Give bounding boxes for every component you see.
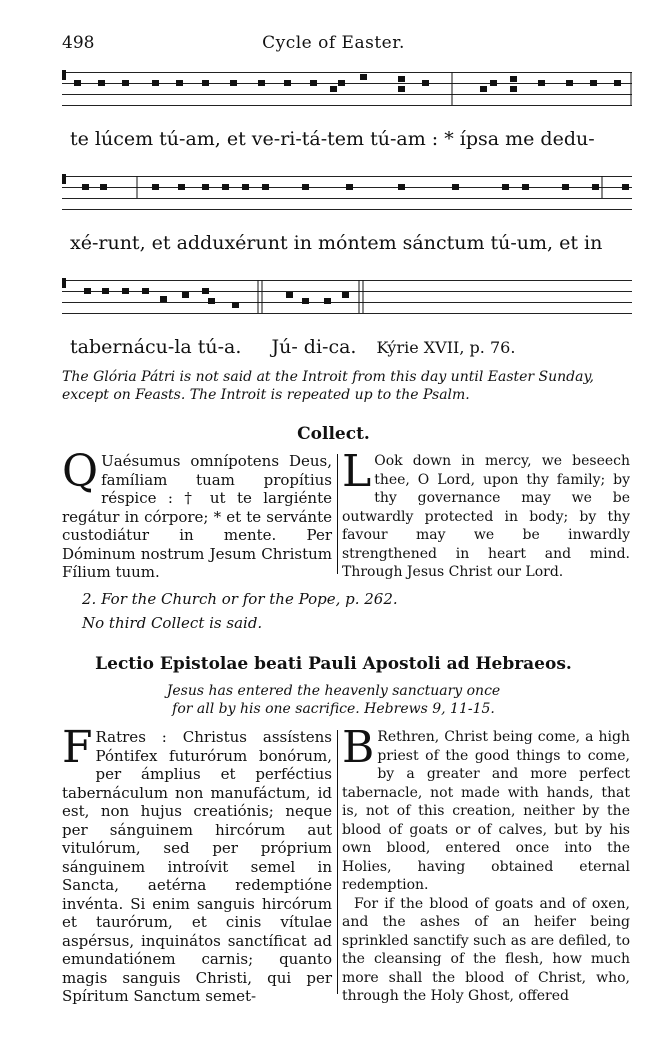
epistle-divider	[337, 730, 338, 994]
chant-staff-3	[62, 274, 632, 316]
rubric-second-collect: 2. For the Church or for the Pope, p. 262.	[82, 590, 398, 608]
collect-english	[342, 446, 630, 582]
collect-english-text: Ook down in mercy, we beseech thee, O Lord, upon thy family; by thy governance may we be outwardly protected in body; by thy favour may we be inwardly strengthened in heart and mind. Through Jesus Christ our Lord.	[342, 453, 630, 580]
rubric-third-collect: No third Collect is said.	[82, 614, 263, 632]
page-number: 498	[62, 33, 95, 53]
collect-divider	[337, 454, 338, 574]
epistle-latin-text: Ratres : Christus assístens Póntifex futurórum bonórum, per ámplius et perféctius tabernáculum non manufáctum, id est, non hujus creatiónis; neque per sánguinem hircórum aut vitulórum, sed per próprium sánguinem introívit semel in Sancta, aetérna redemptióne invénta. Si enim sanguis hircórum et taurórum, et cinis vítulae aspérsus, inquinátos sanctíficat ad emundatiónem carnis; quanto magis sanguis Christi, qui per Spíritum Sanctum semet-	[62, 728, 332, 1005]
chant-lyric-3-text: tabernácu-la tú-a.	[70, 336, 242, 358]
kyrie-reference: Kýrie XVII, p. 76.	[376, 338, 516, 357]
epistle-english-initial: B	[342, 722, 375, 773]
running-title: Cycle of Easter.	[262, 33, 405, 53]
collect-latin-initial: Q	[62, 446, 99, 497]
neumes-1	[62, 66, 632, 108]
epistle-latin	[62, 722, 332, 1006]
collect-heading: Collect.	[297, 424, 370, 444]
neumes-2	[62, 170, 632, 212]
chant-staff-2	[62, 170, 632, 212]
collect-latin-text: Uaésumus omnípotens Deus, famíliam tuam propítius réspice : † ut te largiénte regátur in córpore; * et te servánte custodiátur in mente. Per Dóminum nostrum Jesum Christum Fílium tuum.	[62, 452, 332, 581]
epistle-summary-1: Jesus has entered the heavenly sanctuary once	[166, 683, 501, 699]
chant-antiphon: Jú- di-ca.	[271, 336, 357, 358]
chant-lyric-1: te lúcem tú-am, et ve-ri-tá-tem tú-am : * ípsa me dedu-	[70, 128, 595, 150]
rubric-gloria: The Glória Pátri is not said at the Introit from this day until Easter Sunday, except on Feasts. The Introit is repeated up to the Psalm.	[62, 369, 594, 403]
epistle-english-text-2: For if the blood of goats and of oxen, and the ashes of an heifer being sprinkled sanctify such as are defiled, to the cleansing of the flesh, how much more shall the blood of Christ, who, through the Holy Ghost, offered	[342, 895, 630, 1004]
collect-latin	[62, 446, 332, 582]
chant-lyric-3	[70, 336, 515, 358]
epistle-heading: Lectio Epistolae beati Pauli Apostoli ad Hebraeos.	[95, 654, 572, 674]
chant-lyric-2: xé-runt, et adduxérunt in móntem sánctum tú-um, et in	[70, 232, 603, 254]
chant-staff-1	[62, 66, 632, 108]
epistle-summary-2: for all by his one sacrifice. Hebrews 9, 11-15.	[172, 701, 495, 717]
neumes-3	[62, 274, 632, 316]
epistle-english	[342, 722, 630, 1006]
epistle-english-text-1: Rethren, Christ being come, a high priest of the good things to come, by a greater and more perfect tabernacle, not made with hands, that is, not of this creation, neither by the blood of goats or of calves, but by his own blood, entered once into the Holies, having obtained eternal redemption.	[342, 729, 630, 893]
epistle-latin-initial: F	[62, 722, 93, 773]
collect-english-initial: L	[342, 446, 372, 497]
